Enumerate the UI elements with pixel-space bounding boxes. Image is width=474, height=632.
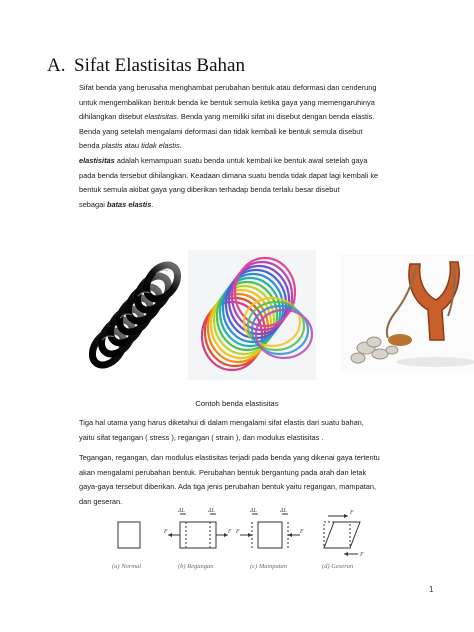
diagram-label-geseran: (d) Geseran (322, 563, 354, 570)
shear-block-original (324, 522, 350, 548)
tension-block (180, 522, 216, 548)
normal-block (118, 522, 140, 548)
text-line: bentuk semula akibat gaya yang diberikan terhadap benda terlalu besar disebut (79, 185, 340, 195)
delta-l-label: ΔL (208, 508, 215, 514)
force-label: F (360, 552, 364, 558)
text-run: benda (79, 141, 102, 151)
section-heading (47, 55, 245, 77)
text-run: dihilangkan disebut (79, 112, 145, 122)
term-tidak-elastis: tidak elastis (141, 141, 180, 151)
text-run: . (179, 141, 182, 151)
term-elastisitas-bold: elastisitas (79, 156, 115, 165)
text-line: Benda yang setelah mengalami deformasi dan tidak kembali ke bentuk semula disebut (79, 126, 363, 136)
figure-caption: Contoh benda elastisitas (195, 399, 279, 408)
paragraph-deformation (79, 451, 439, 509)
deformation-diagram (108, 506, 398, 576)
text-line: Tiga hal utama yang harus diketahui di dalam mengalami sifat elastis dari suatu bahan, (79, 418, 364, 427)
diagram-label-normal: (a) Normal (112, 563, 142, 570)
text-line (79, 154, 439, 169)
spring-image (78, 250, 188, 380)
force-label: F (228, 529, 232, 535)
text-run: . Benda yang memiliki sifat ini disebut dengan benda elastis. (176, 112, 375, 122)
section-title: Sifat Elastisitas Bahan (74, 55, 245, 76)
shear-block (324, 522, 360, 548)
page-number: 1 (429, 585, 434, 594)
text-line: dan geseran. (79, 496, 123, 506)
text-line: pada benda tersebut dihilangkan. Keadaan dimana suatu benda tidak dapat lagi kembali ke (79, 170, 379, 180)
compression-block (258, 522, 282, 548)
text-run: adalah kemampuan suatu benda untuk kembali ke bentuk awal setelah gaya (114, 156, 368, 165)
example-photos (78, 250, 438, 380)
force-label: F (350, 510, 354, 516)
force-label: F (236, 529, 240, 535)
text-run: sebagai (79, 199, 107, 209)
diagram-label-regangan: (b) Regangan (178, 563, 214, 570)
paragraph-elastisitas-definition (79, 81, 439, 154)
term-batas-elastis: batas elastis (106, 199, 152, 209)
term-plastis: plastis (101, 141, 123, 151)
text-line: Sifat benda yang berusaha menghambat perubahan bentuk atau deformasi dan cenderung (79, 83, 377, 92)
delta-l-label: ΔL (250, 508, 257, 514)
diagram-label-mampatan: (c) Mampatan (250, 563, 288, 570)
text-run: . (151, 199, 154, 209)
text-run: atau (122, 141, 142, 151)
delta-l-label: ΔL (178, 508, 185, 514)
slingshot-image (340, 254, 474, 372)
text-line (79, 139, 439, 154)
text-line: yaitu sifat tegangan ( stress ), regangan ( strain ), dan modulus elastisitas . (79, 432, 324, 442)
force-label: F (300, 529, 304, 535)
text-line: akan mengalami perubahan bentuk. Perubahan bentuk bergantung pada arah dan letak (79, 467, 367, 477)
text-line: Tegangan, regangan, dan modulus elastisitas terjadi pada benda yang dikenai gaya tertentu (79, 453, 380, 462)
slinky-image (188, 250, 316, 380)
text-line (79, 198, 439, 213)
section-number: A. (47, 55, 66, 76)
text-line: gaya-gaya tersebut diberikan. Ada tiga jenis perubahan bentuk yaitu regangan, mampatan, (79, 482, 377, 492)
text-line: untuk mengembalikan bentuk benda ke bentuk semula ketika gaya yang memengaruhinya (79, 97, 375, 107)
force-label: F (164, 529, 168, 535)
paragraph-batas-elastis (79, 154, 439, 212)
term-elastisitas: elastisitas (144, 112, 177, 122)
text-line (79, 110, 439, 125)
paragraph-three-properties (79, 416, 439, 445)
delta-l-label: ΔL (280, 508, 287, 514)
